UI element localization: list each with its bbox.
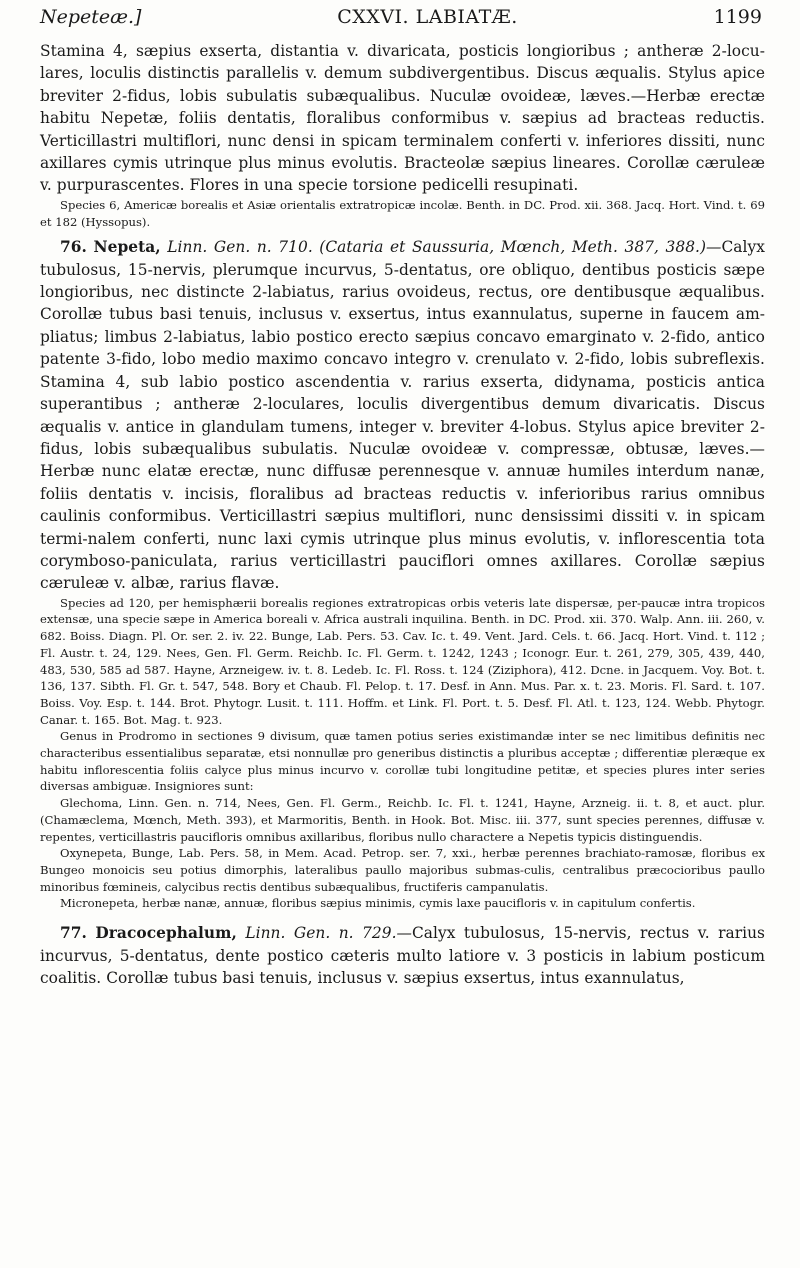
species-references: Species ad 120, per hemisphærii borealis regiones extratropicas orbis veteris late dispersæ, per-paucæ intra tropicos extensæ, una specie sæpe in America boreali v. Africa australi inquilina. Benth. in DC. Prod. xii. 370. Walp. Ann. iii. 260, v. 682. Boiss. Diagn. Pl. Or. ser. 2. iv. 22. Bunge, Lab. Pers. 53. Cav. Ic. t. 49. Vent. Jard. Cels. t. 66. Jacq. Hort. Vind. t. 112 ; Fl. Austr. t. 24, 129. Nees, Gen. Fl. Germ. Reichb. Ic. Fl. Germ. t. 1242, 1243 ; Iconogr. Eur. t. 261, 279, 305, 439, 440, 483, 530, 585 ad 587. Hayne, Arzneigew. iv. t. 8. Ledeb. Ic. Fl. Ross. t. 124 (Ziziphora), 412. Dcne. in Jacquem. Voy. Bot. t. 136, 137. Sibth. Fl. Gr. t. 547, 548. Bory et Chaub. Fl. Pelop. t. 17. Desf. in Ann. Mus. Par. x. t. 23. Moris. Fl. Sard. t. 107. Boiss. Voy. Esp. t. 144. Brot. Phytogr. Lusit. t. 111. Hoffm. et Link. Fl. Port. t. 5. Desf. Fl. Atl. t. 123, 124. Webb. Phytogr. Canar. t. 165. Bot. Mag. t. 923.	[40, 595, 765, 727]
page-number: 1199	[713, 6, 762, 28]
sections-note: Genus in Prodromo in sectiones 9 divisum, quæ tamen potius series existimandæ inter se nec limitibus definitis nec characteribus essentialibus separatæ, etsi nonnullæ pro generibus distinctis a pluribus acceptæ ; differentiæ pleræque ex habitu inflorescentia foliis calyce plus minus incurvo v. corollæ tubi longitudine petitæ, et species plures inter series diversas ambiguæ. Insigniores sunt:	[40, 729, 765, 794]
genus-name: Nepeta,	[93, 238, 161, 257]
genus-authority: Linn. Gen. n. 729.—	[245, 924, 412, 943]
section-oxynepeta: Oxynepeta, Bunge, Lab. Pers. 58, in Mem. Acad. Petrop. ser. 7, xxi., herbæ perennes brachiato-ramosæ, floribus ex Bungeo monoicis seu potius dimorphis, lateralibus paullo majoribus submas-culis, centralibus præcocioribus paullo minoribus fœmineis, calycibus rectis dentibus subæqualibus, fructiferis campanulatis.	[40, 846, 765, 894]
genus-number: 76.	[60, 238, 87, 257]
running-header	[40, 6, 762, 32]
genus-description: Calyx tubulosus, 15-nervis, rectus v. rarius incurvus, 5-dentatus, dente postico cæteris multo latiore v. 3 posticis in labium posticum coalitis. Corollæ tubus basi tenuis, inclusus v. sæpius exsertus, intus exannulatus,	[40, 924, 765, 987]
header-section: Nepeteæ.]	[40, 6, 142, 28]
genus-number: 77.	[60, 924, 87, 943]
header-family: CXXVI. LABIATÆ.	[337, 6, 518, 28]
genus-description-continued: Stamina 4, sæpius exserta, distantia v. divaricata, posticis longioribus ; antheræ 2-locu-lares, loculis distinctis parallelis v. demum subdivergentibus. Discus æqualis. Stylus apice breviter 2-fidus, lobis subulatis subæqualibus. Nuculæ ovoideæ, læves.—Herbæ erectæ habitu Nepetæ, foliis dentatis, floralibus conformibus v. sæpius ad bracteas reductis. Verticillastri multiflori, nunc densi in spicam terminalem conferti v. inferiores dissiti, nunc axillares cymis utrinque plus minus evolutis. Bracteolæ sæpius lineares. Corollæ cæruleæ v. purpurascentes. Flores in una specie torsione pedicelli resupinati.	[40, 42, 765, 195]
genus-name: Dracocephalum,	[95, 924, 237, 943]
page-body	[40, 40, 765, 989]
section-glechoma: Glechoma, Linn. Gen. n. 714, Nees, Gen. Fl. Germ., Reichb. Ic. Fl. t. 1241, Hayne, Arzneig. ii. t. 8, et auct. plur. (Chamæclema, Mœnch, Meth. 393), et Marmoritis, Benth. in Hook. Bot. Misc. iii. 377, sunt species perennes, diffusæ v. repentes, verticillastris paucifloris omnibus axillaribus, floribus nullo charactere a Nepetis typicis distinguendis.	[40, 796, 765, 844]
genus-77-entry	[40, 922, 765, 989]
section-micronepeta: Micronepeta, herbæ nanæ, annuæ, floribus sæpius minimis, cymis laxe paucifloris v. in capitulum confertis.	[60, 896, 696, 911]
species-note: Species 6, Americæ borealis et Asiæ orientalis extratropicæ incolæ. Benth. in DC. Prod. xii. 368. Jacq. Hort. Vind. t. 69 et 182 (Hyssopus).	[40, 197, 765, 229]
genus-authority: Linn. Gen. n. 710. (Cataria et Saussuria, Mœnch, Meth. 387, 388.)—	[167, 238, 722, 257]
genus-description: Calyx tubulosus, 15-nervis, plerumque incurvus, 5-dentatus, ore obliquo, dentibus posticis sæpe longioribus, nec distincte 2-labiatus, rarius ovoideus, rectus, ore dentibusque æqualibus. Corollæ tubus basi tenuis, inclusus v. exsertus, intus exannulatus, superne in faucem am-pliatus; limbus 2-labiatus, labio postico erecto sæpius concavo emarginato v. 2-fido, antico patente 3-fido, lobo medio maximo concavo integro v. crenulato v. 2-fido, lobis subreflexis. Stamina 4, sub labio postico ascendentia v. rarius exserta, didynama, posticis antica superantibus ; antheræ 2-loculares, loculis divergentibus demum divaricatis. Discus æqualis v. antice in glandulam tumens, integer v. breviter 4-lobus. Stylus apice breviter 2-fidus, lobis subæqualibus subulatis. Nuculæ ovoideæ v. compressæ, obtusæ, læves.— Herbæ nunc elatæ erectæ, nunc diffusæ perennesque v. annuæ humiles interdum nanæ, foliis dentatis v. incisis, floralibus ad bracteas reductis v. inferioribus rarius omnibus caulinis conformibus. Verticillastri sæpius multiflori, nunc densissimi dissiti v. in spicam termi-nalem conferti, nunc laxi cymis utrinque plus minus evolutis, v. inflorescentia tota corymboso-paniculata, rarius verticillastri pauciflori omnes axillares. Corollæ sæpius cæruleæ v. albæ, rarius flavæ.	[40, 238, 765, 593]
genus-76-entry	[40, 236, 765, 595]
